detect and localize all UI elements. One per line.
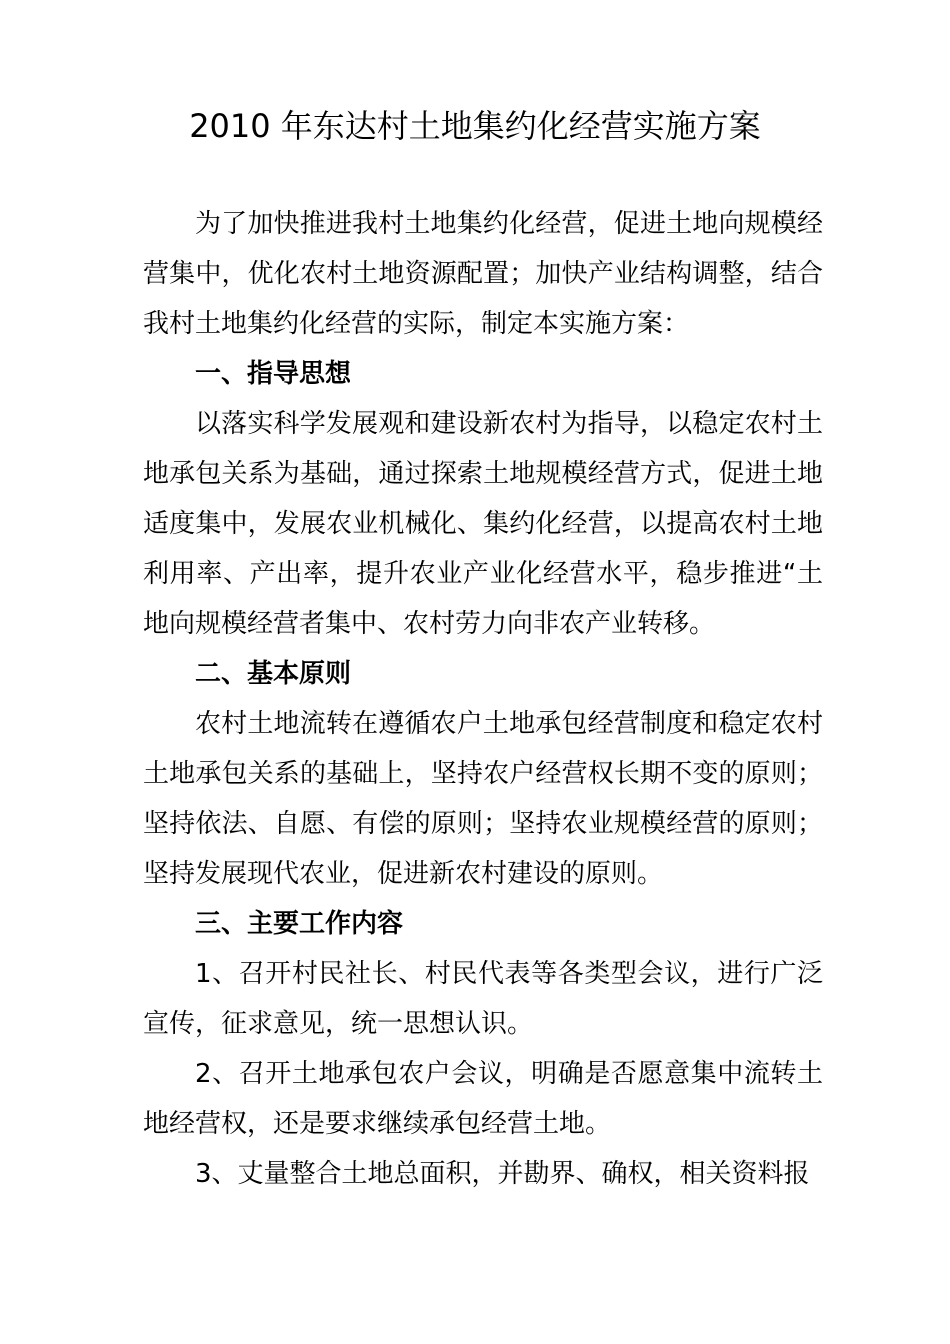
section-body-guiding-ideology: 以落实科学发展观和建设新农村为指导，以稳定农村土地承包关系为基础，通过探索土地规模经营方式，促进土地适度集中，发展农业机械化、集约化经营，以提高农村土地利用率、产出率，提升农业产业化经营水平，稳步推进“土地向规模经营者集中、农村劳力向非农产业转移。 — [143, 409, 823, 639]
work-item-1: 1、召开村民社长、村民代表等各类型会议，进行广泛宣传，征求意见，统一思想认识。 — [143, 959, 823, 1039]
document-body — [143, 199, 823, 1199]
work-item-2: 2、召开土地承包农户会议，明确是否愿意集中流转土地经营权，还是要求继续承包经营土地。 — [143, 1059, 823, 1139]
document-title: 2010 年东达村土地集约化经营实施方案 — [189, 107, 761, 145]
section-heading-guiding-ideology: 一、指导思想 — [195, 359, 352, 389]
section-body-basic-principles: 农村土地流转在遵循农户土地承包经营制度和稳定农村土地承包关系的基础上，坚持农户经营权长期不变的原则；坚持依法、自愿、有偿的原则；坚持农业规模经营的原则；坚持发展现代农业，促进新农村建设的原则。 — [143, 709, 823, 889]
work-item-3: 3、丈量整合土地总面积，并勘界、确权，相关资料报 — [195, 1159, 810, 1189]
intro-paragraph: 为了加快推进我村土地集约化经营，促进土地向规模经营集中，优化农村土地资源配置；加快产业结构调整，结合我村土地集约化经营的实际，制定本实施方案： — [143, 209, 823, 339]
section-heading-main-work: 三、主要工作内容 — [195, 909, 404, 939]
section-heading-basic-principles: 二、基本原则 — [195, 659, 352, 689]
